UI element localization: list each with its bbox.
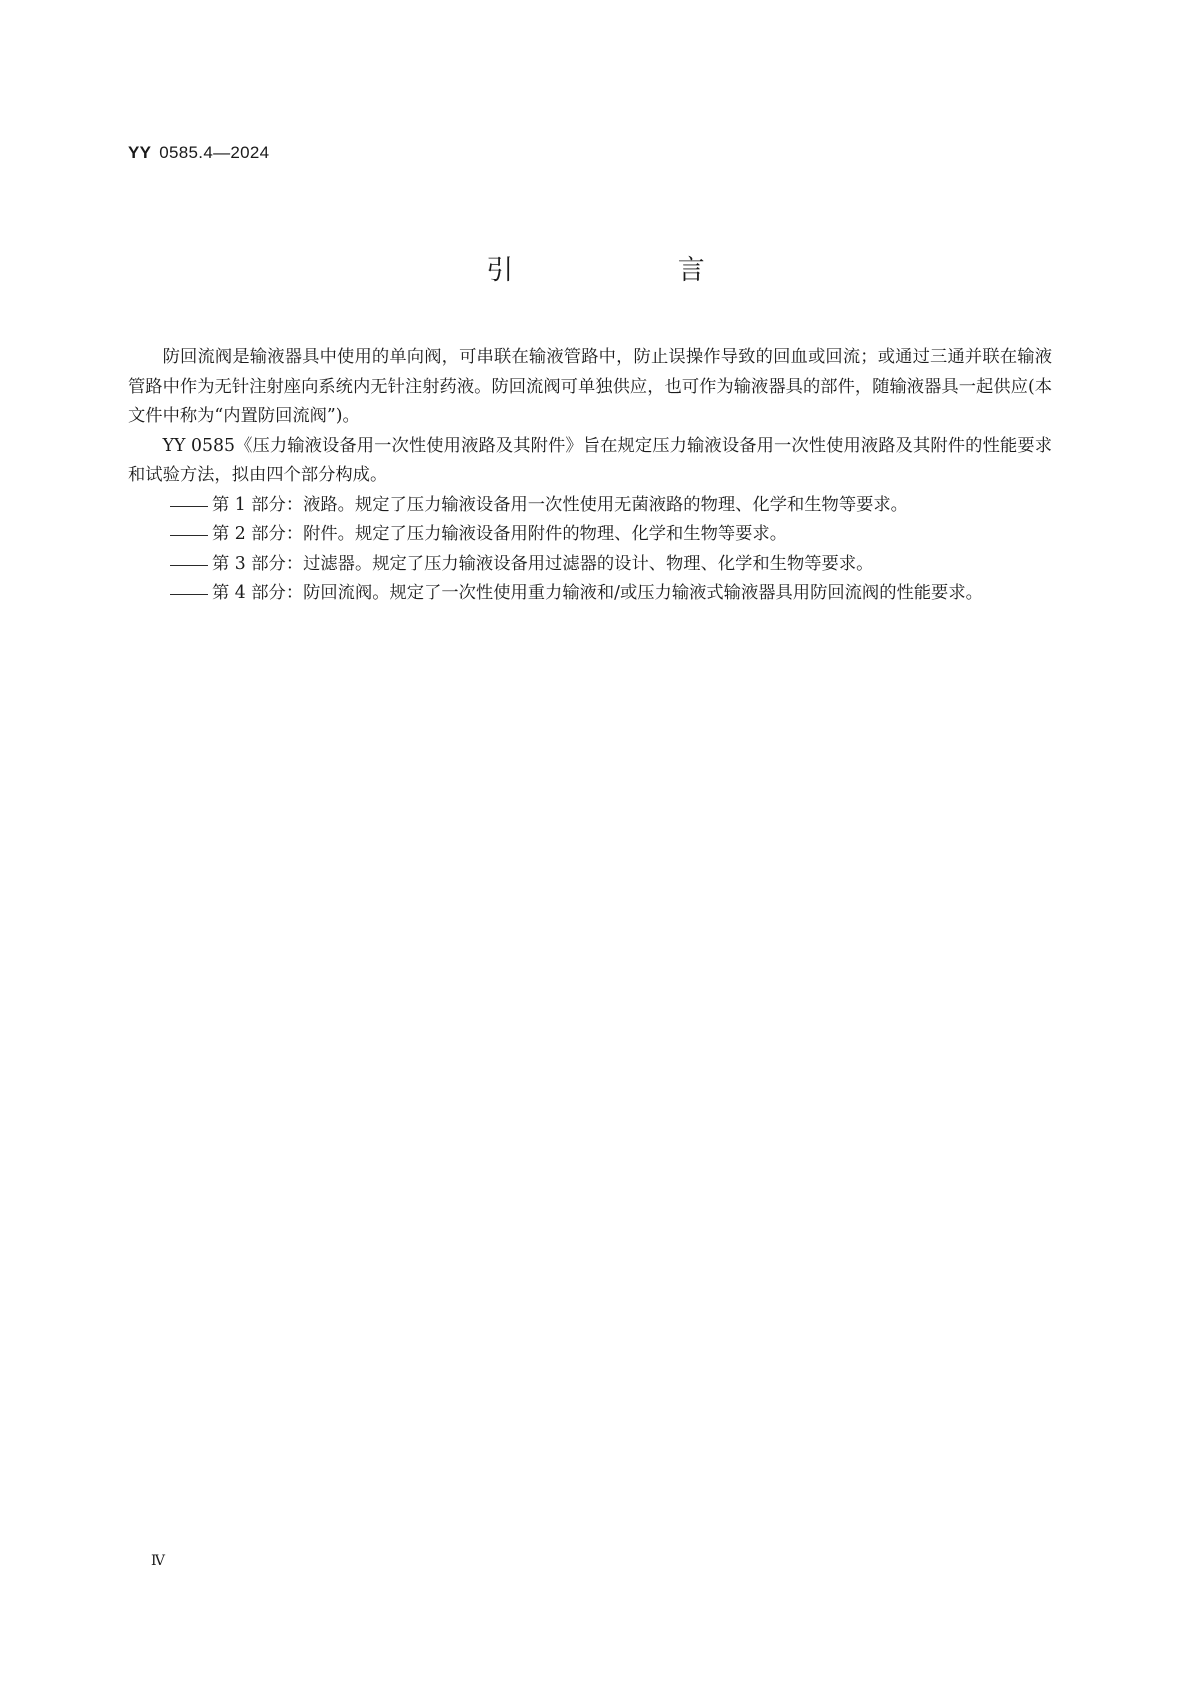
list-item-text: 第 3 部分：过滤器。规定了压力输液设备用过滤器的设计、物理、化学和生物等要求。 bbox=[212, 553, 874, 574]
list-item-part-1 bbox=[128, 491, 1052, 521]
list-item-text: 第 1 部分：液路。规定了压力输液设备用一次性使用无菌液路的物理、化学和生物等要求。 bbox=[212, 494, 908, 515]
list-item-part-2 bbox=[128, 520, 1052, 550]
document-body bbox=[128, 343, 1052, 609]
document-header bbox=[128, 143, 269, 163]
intro-paragraph-2: YY 0585《压力输液设备用一次性使用液路及其附件》旨在规定压力输液设备用一次性使用液路及其附件的性能要求和试验方法，拟由四个部分构成。 bbox=[128, 435, 1052, 485]
list-item-part-4 bbox=[128, 579, 1052, 609]
intro-paragraph-1: 防回流阀是输液器具中使用的单向阀，可串联在输液管路中，防止误操作导致的回血或回流；或通过三通并联在输液管路中作为无针注射座向系统内无针注射药液。防回流阀可单独供应，也可作为输液器具的部件，随输液器具一起供应(本文件中称为“内置防回流阀”)。 bbox=[128, 347, 1052, 426]
list-item-text: 第 4 部分：防回流阀。规定了一次性使用重力输液和/或压力输液式输液器具用防回流阀的性能要求。 bbox=[212, 583, 983, 603]
section-title: 引 言 bbox=[486, 255, 783, 286]
standard-prefix: YY bbox=[128, 143, 152, 162]
standard-code: 0585.4—2024 bbox=[159, 143, 270, 162]
list-item-text: 第 2 部分：附件。规定了压力输液设备用附件的物理、化学和生物等要求。 bbox=[212, 524, 787, 544]
list-item-part-3 bbox=[128, 550, 1052, 580]
page-number: Ⅳ bbox=[151, 1553, 165, 1569]
